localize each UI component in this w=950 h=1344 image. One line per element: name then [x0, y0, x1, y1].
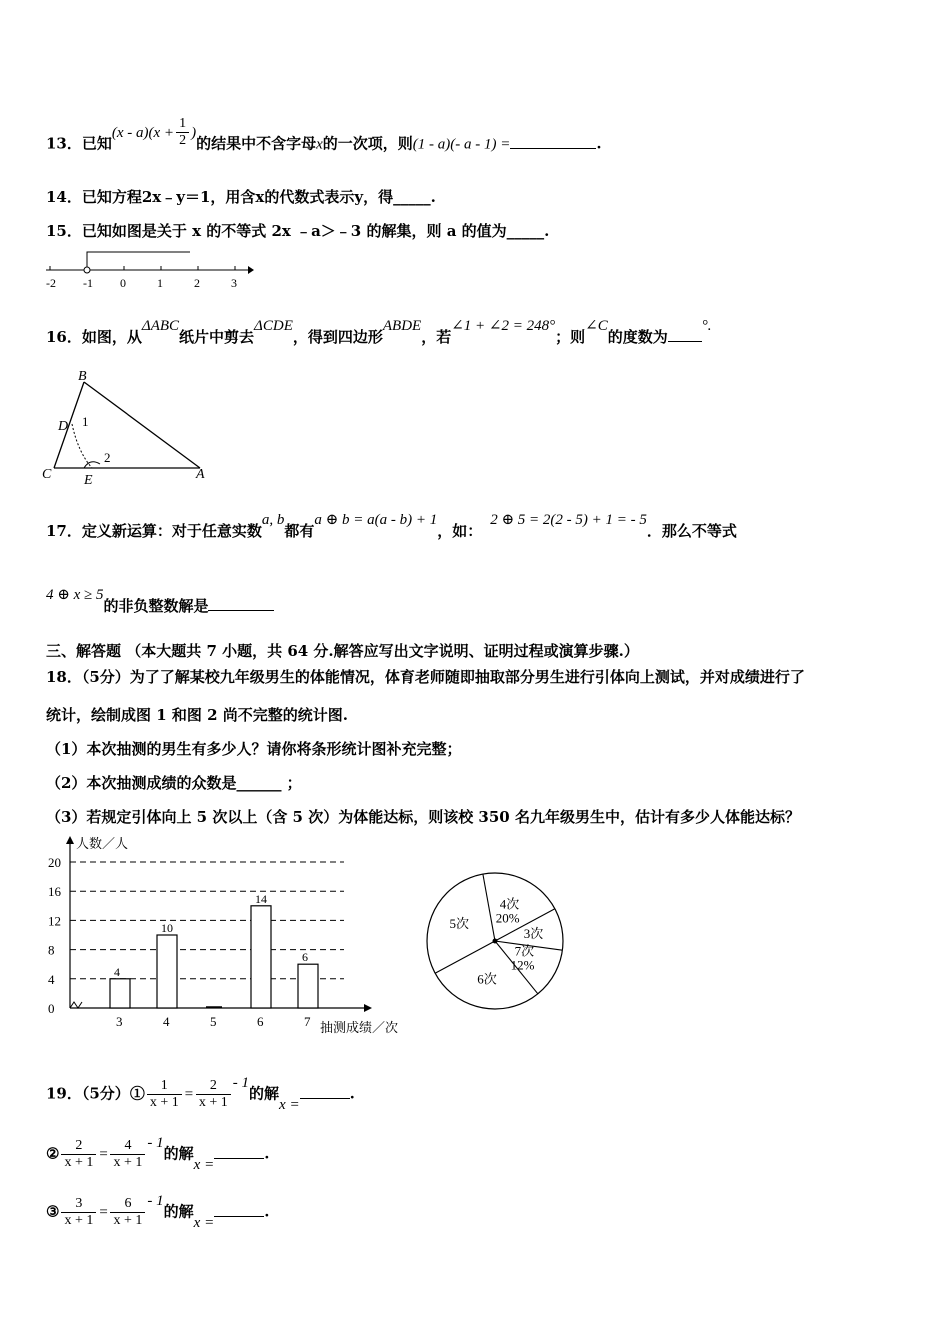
y-tick-label: 20: [48, 855, 61, 870]
bar-data-label: 4: [114, 964, 120, 979]
number-line-tick-label: 2: [194, 276, 200, 290]
number-line-tick-label: 0: [120, 276, 126, 290]
question-13: 13．已知(x - a)(x + $\frac{1}{2}$ )的结果中不含字母x的一次项，则(1 - a)(- a - 1) = .: [46, 116, 602, 153]
fraction: $\frac{2}{x + 1}$: [61, 1138, 96, 1171]
number-line-tick-label: 3: [231, 276, 237, 290]
fraction: $\frac{4}{x + 1}$: [110, 1138, 145, 1171]
question-14: 14．已知方程2x﹣y＝1，用含x的代数式表示y，得_____.: [46, 188, 436, 206]
x-tick-label: 5: [210, 1014, 217, 1029]
x-tick-label: 3: [116, 1014, 123, 1029]
fraction: $\frac{1}{x + 1}$: [147, 1078, 182, 1111]
question-18-line2: 统计，绘制成图 1 和图 2 尚不完整的统计图.: [46, 706, 348, 724]
number-line-tick-label: -2: [46, 276, 56, 290]
label-b: B: [78, 369, 87, 384]
label-2: 2: [104, 450, 111, 465]
solution-ray: [87, 252, 190, 266]
question-15: 15．已知如图是关于 x 的不等式 2x ﹣a＞﹣3 的解集，则 a 的值为_____.: [46, 222, 550, 240]
label-1: 1: [82, 414, 89, 429]
bar: [157, 935, 177, 1008]
fraction: $\frac{3}{x + 1}$: [61, 1196, 96, 1229]
fraction: $\frac{2}{x + 1}$: [196, 1078, 231, 1111]
x-tick-label: 4: [163, 1014, 170, 1029]
x-tick-label: 7: [304, 1014, 311, 1029]
question-18-part2: （2）本次抽测成绩的众数是______ ；: [46, 774, 302, 792]
pie-slice-label: 7次: [514, 943, 535, 959]
bar-data-label: 6: [302, 950, 308, 965]
question-19-row2: ② $\frac{2}{x + 1}$ = $\frac{4}{x + 1}$ - 1的解x =.: [46, 1134, 270, 1173]
fraction: $\frac{6}{x + 1}$: [110, 1196, 145, 1229]
triangle-figure: [38, 364, 218, 488]
x-axis-arrow-icon: [364, 1004, 372, 1012]
question-18-line1: 18．（5分）为了了解某校九年级男生的体能情况，体育老师随即抽取部分男生进行引体向上测试，并对成绩进行了: [46, 668, 805, 686]
label-c: C: [42, 467, 52, 482]
question-16: 16．如图，从ΔABC纸片中剪去ΔCDE，得到四边形ABDE，若∠1 + ∠2 = 248°；则∠C的度数为°.: [46, 318, 712, 346]
y-axis-arrow-icon: [66, 836, 74, 844]
pie-slice-label: 3次: [523, 925, 544, 941]
bar-data-label: 14: [255, 891, 267, 906]
number-line-figure: [40, 246, 260, 294]
y-tick-label: 12: [48, 913, 61, 929]
answer-blank[interactable]: [668, 339, 702, 342]
label-a: A: [196, 467, 205, 482]
question-18-part1: （1）本次抽测的男生有多少人？请你将条形统计图补充完整；: [46, 740, 462, 758]
y-axis-label: 人数／人: [76, 836, 129, 851]
pie-slice-label: 5次: [449, 915, 469, 931]
pie-slice-percent: 12%: [510, 957, 535, 973]
y-tick-label: 16: [48, 884, 61, 900]
question-17: 17．定义新运算：对于任意实数a, b都有a ⊕ b = a(a - b) + 1，如：2 ⊕ 5 = 2(2 - 5) + 1 = - 5．那么不等式: [46, 512, 737, 540]
answer-blank[interactable]: [510, 146, 596, 149]
number-line-tick-label: 1: [157, 276, 163, 290]
pie-center-dot: [493, 939, 498, 944]
x-axis-label: 抽测成绩／次: [320, 1020, 399, 1035]
y-tick-label: 4: [48, 971, 55, 987]
pie-slice-label: 6次: [477, 971, 497, 987]
y-tick-label: 0: [48, 1001, 55, 1016]
question-19-row1: 19．（5分）① $\frac{1}{x + 1}$ = $\frac{2}{x + 1}$ - 1的解x =.: [46, 1074, 355, 1113]
bar-data-label: 10: [161, 921, 173, 935]
bar: [251, 906, 271, 1008]
bar: [298, 964, 318, 1008]
bar-chart: [40, 832, 420, 1042]
x-tick-label: 6: [257, 1014, 264, 1029]
answer-blank[interactable]: [214, 1156, 264, 1159]
answer-blank[interactable]: [214, 1214, 264, 1217]
pie-slice-label: 4次: [499, 896, 520, 912]
pie-chart: [424, 870, 569, 1015]
bar: [110, 979, 130, 1008]
pie-slice-percent: 20%: [495, 910, 520, 926]
label-e: E: [84, 473, 93, 488]
y-tick-label: 8: [48, 942, 55, 958]
open-circle-marker: [84, 267, 90, 273]
answer-blank[interactable]: [300, 1096, 350, 1099]
question-17-cont: 4 ⊕ x ≥ 5的非负整数解是: [46, 595, 274, 616]
axis-arrow-icon: [248, 266, 254, 274]
side-ba: [84, 382, 200, 468]
number-line-tick-label: -1: [83, 276, 93, 290]
question-19-row3: ③ $\frac{3}{x + 1}$ = $\frac{6}{x + 1}$ - 1的解x =.: [46, 1192, 270, 1231]
answer-blank[interactable]: [208, 608, 274, 611]
axis-break-icon: [70, 1002, 82, 1008]
fraction-half: $\frac{1}{2}$: [176, 116, 189, 149]
angle-2-arc: [84, 462, 100, 468]
label-d: D: [58, 419, 69, 434]
question-18-part3: （3）若规定引体向上 5 次以上（含 5 次）为体能达标，则该校 350 名九年级男生中，估计有多少人体能达标？: [46, 808, 800, 826]
cut-line-de: [72, 424, 92, 468]
section-3-heading: 三、解答题 （本大题共 7 小题，共 64 分.解答应写出文字说明、证明过程或演算步骤.）: [46, 642, 639, 660]
